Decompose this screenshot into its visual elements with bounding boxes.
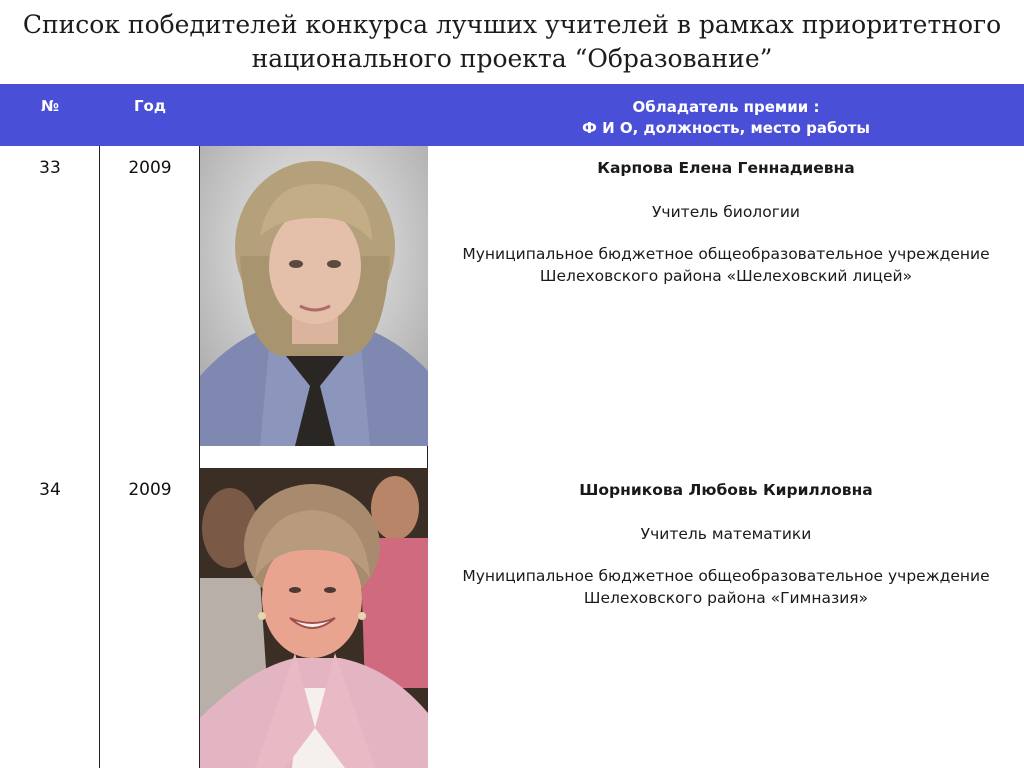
header-owner-line-1: Обладатель премии : [632, 98, 820, 116]
row-number: 33 [39, 158, 61, 178]
teacher-position: Учитель биологии [651, 203, 800, 221]
page-title [0, 8, 1024, 76]
header-number: № [40, 97, 60, 115]
teacher-workplace-line-2: Шелеховского района «Гимназия» [583, 589, 869, 607]
teacher-workplace [428, 565, 1024, 609]
teacher-workplace-line-1: Муниципальное бюджетное общеобразовательное учреждение [462, 567, 990, 585]
header-year: Год [134, 97, 166, 115]
table-header [0, 84, 1024, 146]
teacher-workplace-line-2: Шелеховского района «Шелеховский лицей» [539, 267, 913, 285]
teacher-workplace-line-1: Муниципальное бюджетное общеобразовательное учреждение [462, 245, 990, 263]
teacher-photo [200, 468, 428, 768]
column-divider [99, 146, 100, 768]
row-year: 2009 [128, 158, 172, 178]
teacher-position: Учитель математики [640, 525, 812, 543]
teacher-name: Шорникова Любовь Кирилловна [579, 481, 873, 499]
header-owner-line-2: Ф И О, должность, место работы [582, 119, 870, 137]
page-title-line-2: национального проекта “Образование” [251, 44, 773, 73]
teacher-photo [200, 146, 428, 446]
page-title-line-1: Список победителей конкурса лучших учителей в рамках приоритетного [22, 10, 1002, 39]
header-owner [428, 97, 1024, 139]
teacher-name: Карпова Елена Геннадиевна [597, 159, 855, 177]
teacher-workplace [428, 243, 1024, 287]
row-number: 34 [39, 480, 61, 500]
teacher-info [428, 159, 1024, 287]
teacher-info [428, 481, 1024, 609]
row-year: 2009 [128, 480, 172, 500]
